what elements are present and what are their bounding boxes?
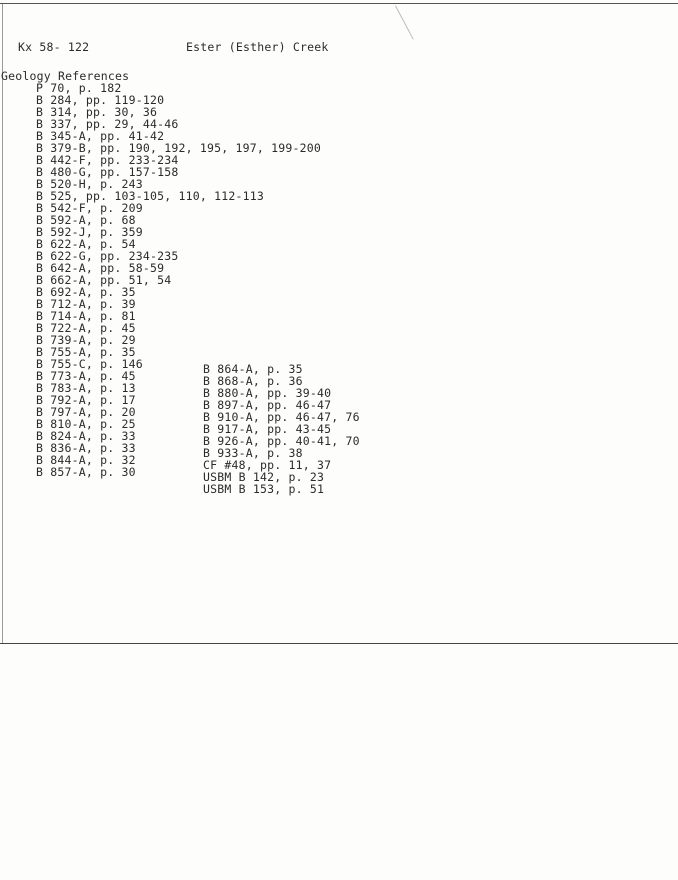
reference-entry: B 520-H, p. 243 xyxy=(36,177,143,191)
reference-entry: B 897-A, pp. 46-47 xyxy=(203,398,332,412)
reference-entry: B 692-A, p. 35 xyxy=(36,285,136,299)
reference-entry: B 864-A, p. 35 xyxy=(203,362,303,376)
reference-entry: B 662-A, pp. 51, 54 xyxy=(36,273,172,287)
reference-entry: B 755-C, p. 146 xyxy=(36,357,143,371)
reference-entry: B 868-A, p. 36 xyxy=(203,374,303,388)
reference-entry: B 792-A, p. 17 xyxy=(36,393,136,407)
reference-entry: CF #48, pp. 11, 37 xyxy=(203,458,332,472)
reference-entry: USBM B 142, p. 23 xyxy=(203,470,325,484)
reference-entry: B 810-A, p. 25 xyxy=(36,417,136,431)
reference-entry: B 314, pp. 30, 36 xyxy=(36,105,158,119)
card-left-border xyxy=(2,4,3,644)
reference-entry: B 480-G, pp. 157-158 xyxy=(36,165,179,179)
reference-entry: B 642-A, pp. 58-59 xyxy=(36,261,165,275)
reference-entry: B 797-A, p. 20 xyxy=(36,405,136,419)
reference-entry: B 442-F, pp. 233-234 xyxy=(36,153,179,167)
reference-entry: B 836-A, p. 33 xyxy=(36,441,136,455)
section-heading: Geology References xyxy=(1,69,130,83)
reference-entry: B 933-A, p. 38 xyxy=(203,446,303,460)
reference-entry: B 714-A, p. 81 xyxy=(36,309,136,323)
card-fold-line xyxy=(0,643,678,644)
reference-list-right xyxy=(203,363,360,495)
reference-entry: P 70, p. 182 xyxy=(36,81,122,95)
reference-entry: B 910-A, pp. 46-47, 76 xyxy=(203,410,360,424)
reference-entry: B 824-A, p. 33 xyxy=(36,429,136,443)
card-title: Ester (Esther) Creek xyxy=(186,40,329,54)
reference-entry: USBM B 153, p. 51 xyxy=(203,482,325,496)
reference-entry: B 712-A, p. 39 xyxy=(36,297,136,311)
pencil-mark xyxy=(395,6,414,40)
reference-entry: B 739-A, p. 29 xyxy=(36,333,136,347)
reference-entry: B 926-A, pp. 40-41, 70 xyxy=(203,434,360,448)
reference-entry: B 592-J, p. 359 xyxy=(36,225,143,239)
reference-entry: B 857-A, p. 30 xyxy=(36,465,136,479)
reference-entry: B 345-A, pp. 41-42 xyxy=(36,129,165,143)
reference-entry: B 880-A, pp. 39-40 xyxy=(203,386,332,400)
reference-entry: B 773-A, p. 45 xyxy=(36,369,136,383)
reference-entry: B 783-A, p. 13 xyxy=(36,381,136,395)
reference-entry: B 622-A, p. 54 xyxy=(36,237,136,251)
card-id: Kx 58- 122 xyxy=(18,40,90,54)
reference-entry: B 844-A, p. 32 xyxy=(36,453,136,467)
reference-entry: B 542-F, p. 209 xyxy=(36,201,143,215)
reference-entry: B 379-B, pp. 190, 192, 195, 197, 199-200 xyxy=(36,141,321,155)
card-top-border xyxy=(0,3,678,4)
reference-entry: B 917-A, pp. 43-45 xyxy=(203,422,332,436)
reference-entry: B 722-A, p. 45 xyxy=(36,321,136,335)
reference-entry: B 337, pp. 29, 44-46 xyxy=(36,117,179,131)
reference-entry: B 755-A, p. 35 xyxy=(36,345,136,359)
reference-entry: B 592-A, p. 68 xyxy=(36,213,136,227)
reference-entry: B 622-G, pp. 234-235 xyxy=(36,249,179,263)
reference-entry: B 284, pp. 119-120 xyxy=(36,93,165,107)
reference-entry: B 525, pp. 103-105, 110, 112-113 xyxy=(36,189,264,203)
